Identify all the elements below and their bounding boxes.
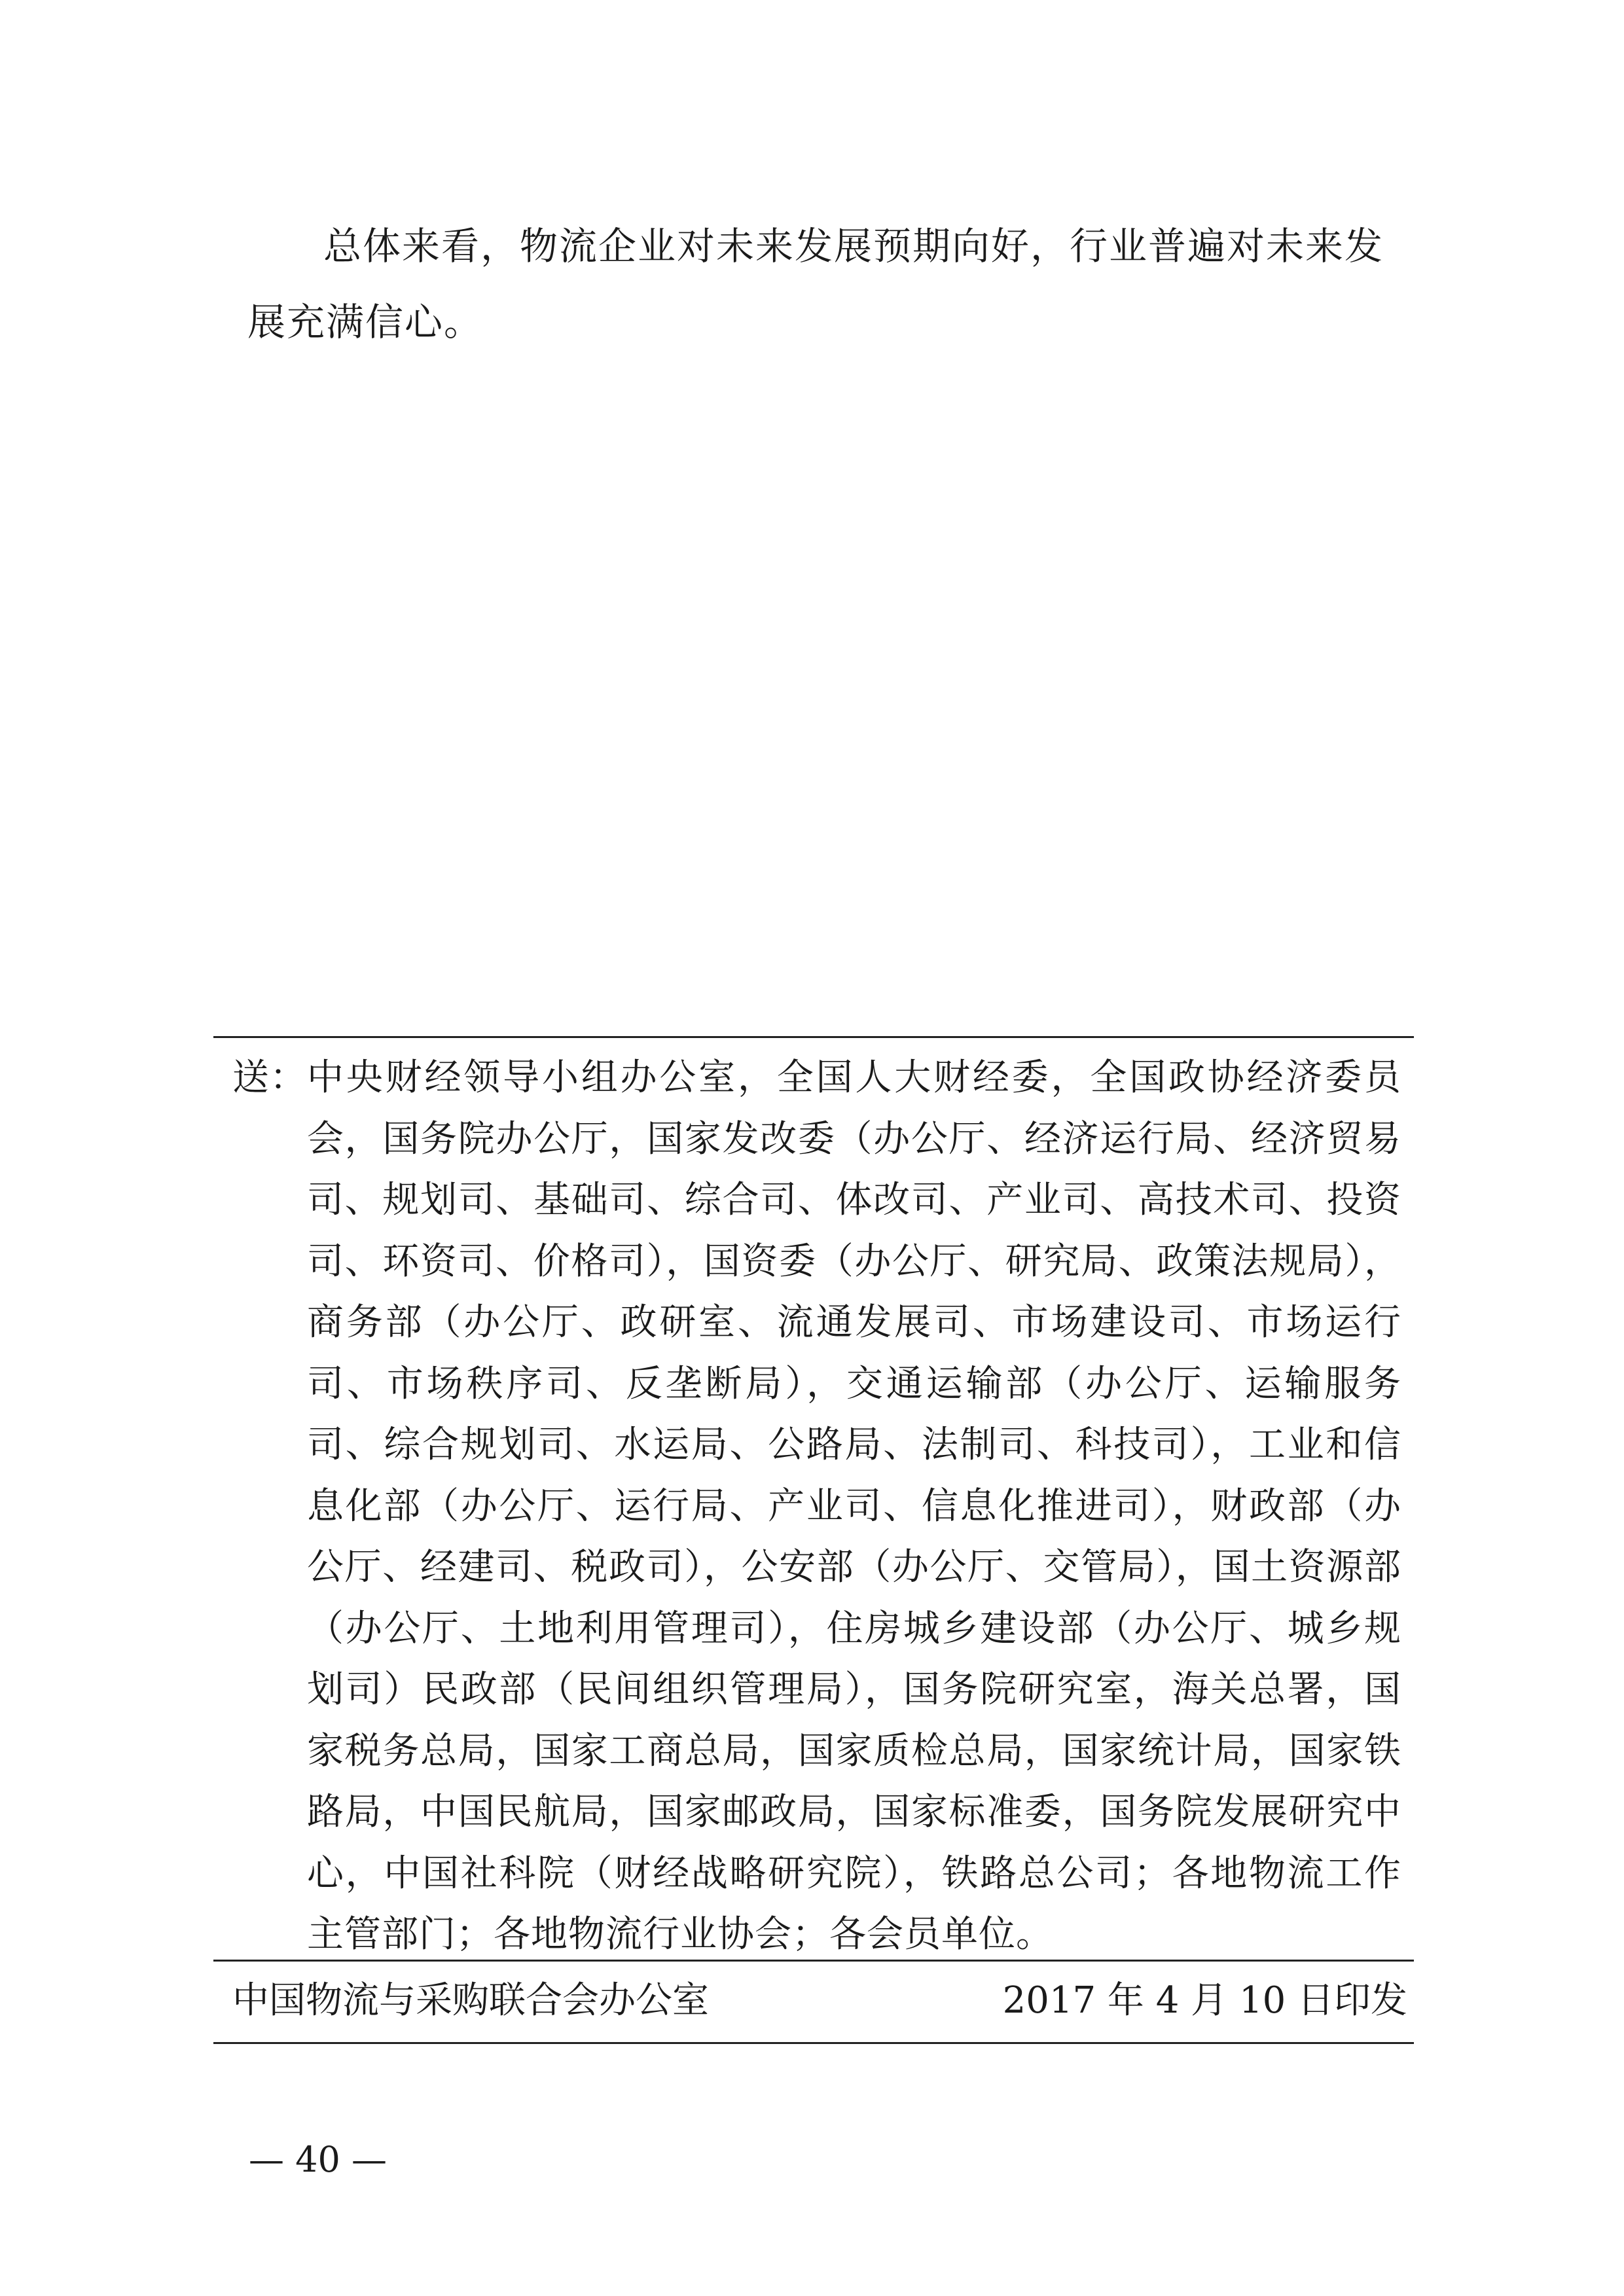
issuer-name: 中国物流与采购联合会办公室 [232,1979,709,2022]
body-paragraph: 总体来看，物流企业对未来发展预期向好，行业普遍对未来发展充满信心。 [247,224,1384,344]
distribution-list [232,1047,1404,1965]
middle-divider [213,1960,1414,1962]
distribution-recipients: 中央财经领导小组办公室，全国人大财经委，全国政协经济委员会，国务院办公厅，国家发改委（办公厅、经济运行局、经济贸易司、规划司、基础司、综合司、体改司、产业司、高技术司、投资司、环资司、价格司），国资委（办公厅、研究局、政策法规局），商务部（办公厅、政研室、流通发展司、市场建设司、市场运行司、市场秩序司、反垄断局），交通运输部（办公厅、运输服务司、综合规划司、水运局、公路局、法制司、科技司），工业和信息化部（办公厅、运行局、产业司、信息化推进司），财政部（办公厅、经建司、税政司），公安部（办公厅、交管局），国土资源部（办公厅、土地利用管理司），住房城乡建设部（办公厅、城乡规划司）民政部（民间组织管理局），国务院研究室，海关总署，国家税务总局，国家工商总局，国家质检总局，国家统计局，国家铁路局，中国民航局，国家邮政局，国家标准委，国务院发展研究中心，中国社科院（财经战略研究院），铁路总公司；各地物流工作主管部门；各地物流行业协会；各会员单位。 [307,1056,1401,1956]
page-number: — 40 — [249,2139,388,2180]
issue-date: 2017 年 4 月 10 日印发 [1002,1979,1407,2022]
bottom-divider [213,2042,1414,2044]
distribution-label: 送： [232,1056,307,1099]
top-divider [213,1036,1414,1038]
issuance-footer [232,1971,1407,2030]
